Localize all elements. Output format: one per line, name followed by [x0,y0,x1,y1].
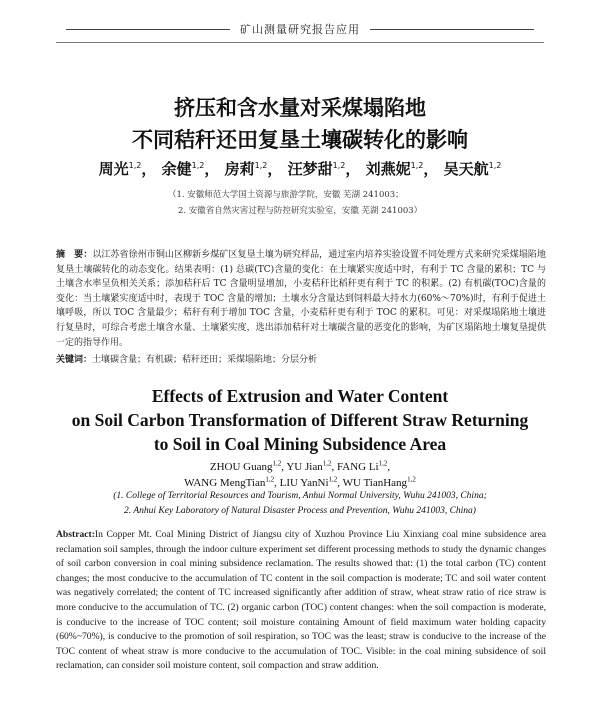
header-rule [56,42,544,43]
cn-author: 刘燕妮$^{1,2}$， [365,160,439,178]
en-author: WANG MengTian$^{1,2}$, [184,475,280,489]
journal-header [56,18,544,40]
cn-keywords [56,352,546,365]
en-author: FANG Li$^{1,2}$, [336,459,391,473]
cn-affiliation-1: （1. 安徽师范大学国土资源与旅游学院，安徽 芜湖 241003； [168,190,404,200]
en-author: LIU YanNi$^{1,2}$, [279,475,343,489]
cn-abstract-text: 以江苏省徐州市铜山区柳新乡煤矿区复垦土壤为研究样品，通过室内培养实验设置不同处理方式来研究采煤塌陷地复垦土壤碳转化的动态变化。结果表明：(1) 总碳(TC)含量的变化：在土壤紧实度适中时，有利于 TC 含量的累积；TC 与土壤含水率呈负相关关系；添加秸秆后 TC 含量明显增加，小麦秸秆比稻秆更有利于 TC 的积累。(2) 有机碳(TOC)含量的变化：当土壤紧实度适中时，表现于 TOC 含量的增加；土壤水分含量达到饲料最大持水力(60%～70%)时，有利于促进土壤呼吸，所以 TOC 含量最少；秸秆有利于增加 TOC 含量，小麦秸秆更有利于 TOC 的累积。可见：对采煤塌陷地土壤进行复垦时，可综合考虑土壤含水量、土壤紧实度，选出添加秸秆对土壤碳含量的恶变化的影响，为矿区塌陷地土壤复垦提供一定的指导作用。 [56,250,546,348]
cn-author: 余健$^{1,2}$， [161,160,220,178]
cn-abstract [56,248,546,350]
cn-author: 房莉$^{1,2}$， [224,160,283,178]
journal-name: 矿山测量研究报告应用 [240,23,360,36]
en-abstract [56,528,546,700]
cn-authors [0,158,600,179]
cn-keywords-label: 关键词： [56,355,93,365]
cn-author: 周光$^{1,2}$， [98,160,157,178]
cn-author: 汪梦甜$^{1,2}$， [287,160,361,178]
cn-abstract-label: 摘 要： [56,250,93,260]
cn-title-line-2: 不同秸秆还田复垦土壤碳转化的影响 [132,128,468,152]
cn-title-line-1: 挤压和含水量对采煤塌陷地 [174,96,426,120]
en-abstract-text: In Copper Mt. Coal Mining District of Jiangsu city of Xuzhou Province Liu Xinxiang coal mine subsidence area reclamation soil samples, through the indoor culture experiment set different processing methods to study the dynamic changes of soil carbon conversion in coal mining subsidence reclamation. The results showed that: (1) the total carbon (TC) content changes; the most conducive to the accumulation of TC content in the soil compaction is moderate; TC and soil water content was negatively correlated; the content of TC increased significantly after addition of straw, wheat straw ratio of rice straw is more conducive to the accumulation of TC. (2) organic carbon (TOC) content changes: when the soil compaction is moderate, is conducive to the increase of TOC content; soil moisture containing Amount of field maximum water holding capacity (60%~70%), is conducive to the promotion of soil respiration, so TOC was the least; straw is conducive to the increase of the TOC content of wheat straw is more conducive to the accumulation of TOC. Visible: in the coal mining subsidence of soil reclamation, can consider soil moisture content, soil compaction and straw addition. [56,529,546,672]
en-author: YU Jian$^{1,2}$, [286,459,337,473]
cn-keywords-text: 土壤碳含量；有机碳；秸秆还田；采煤塌陷地；分层分析 [92,355,318,365]
en-abstract-label: Abstract: [56,529,95,540]
en-affiliation-2: 2. Anhui Key Laboratory of Natural Disaster Process and Prevention, Wuhu 241003, China) [124,506,476,516]
cn-title [0,92,600,156]
en-author: WU TianHang$^{1,2}$ [342,475,416,489]
en-title-line-3: to Soil in Coal Mining Subsidence Area [153,434,447,454]
en-title-line-2: on Soil Carbon Transformation of Different Straw Returning [71,410,529,430]
cn-affiliation-2: 2. 安徽省自然灾害过程与防控研究实验室，安徽 芜湖 241003） [178,206,423,216]
en-authors-line-2 [0,472,600,491]
en-affiliation-1: (1. College of Territorial Resources and Tourism, Anhui Normal University, Wuhu 241003, China; [113,491,487,501]
en-author: ZHOU Guang$^{1,2}$, [209,459,287,473]
en-title [0,384,600,456]
cn-author: 吴天航$^{1,2}$ [443,160,502,178]
en-title-line-1: Effects of Extrusion and Water Content [151,386,449,406]
